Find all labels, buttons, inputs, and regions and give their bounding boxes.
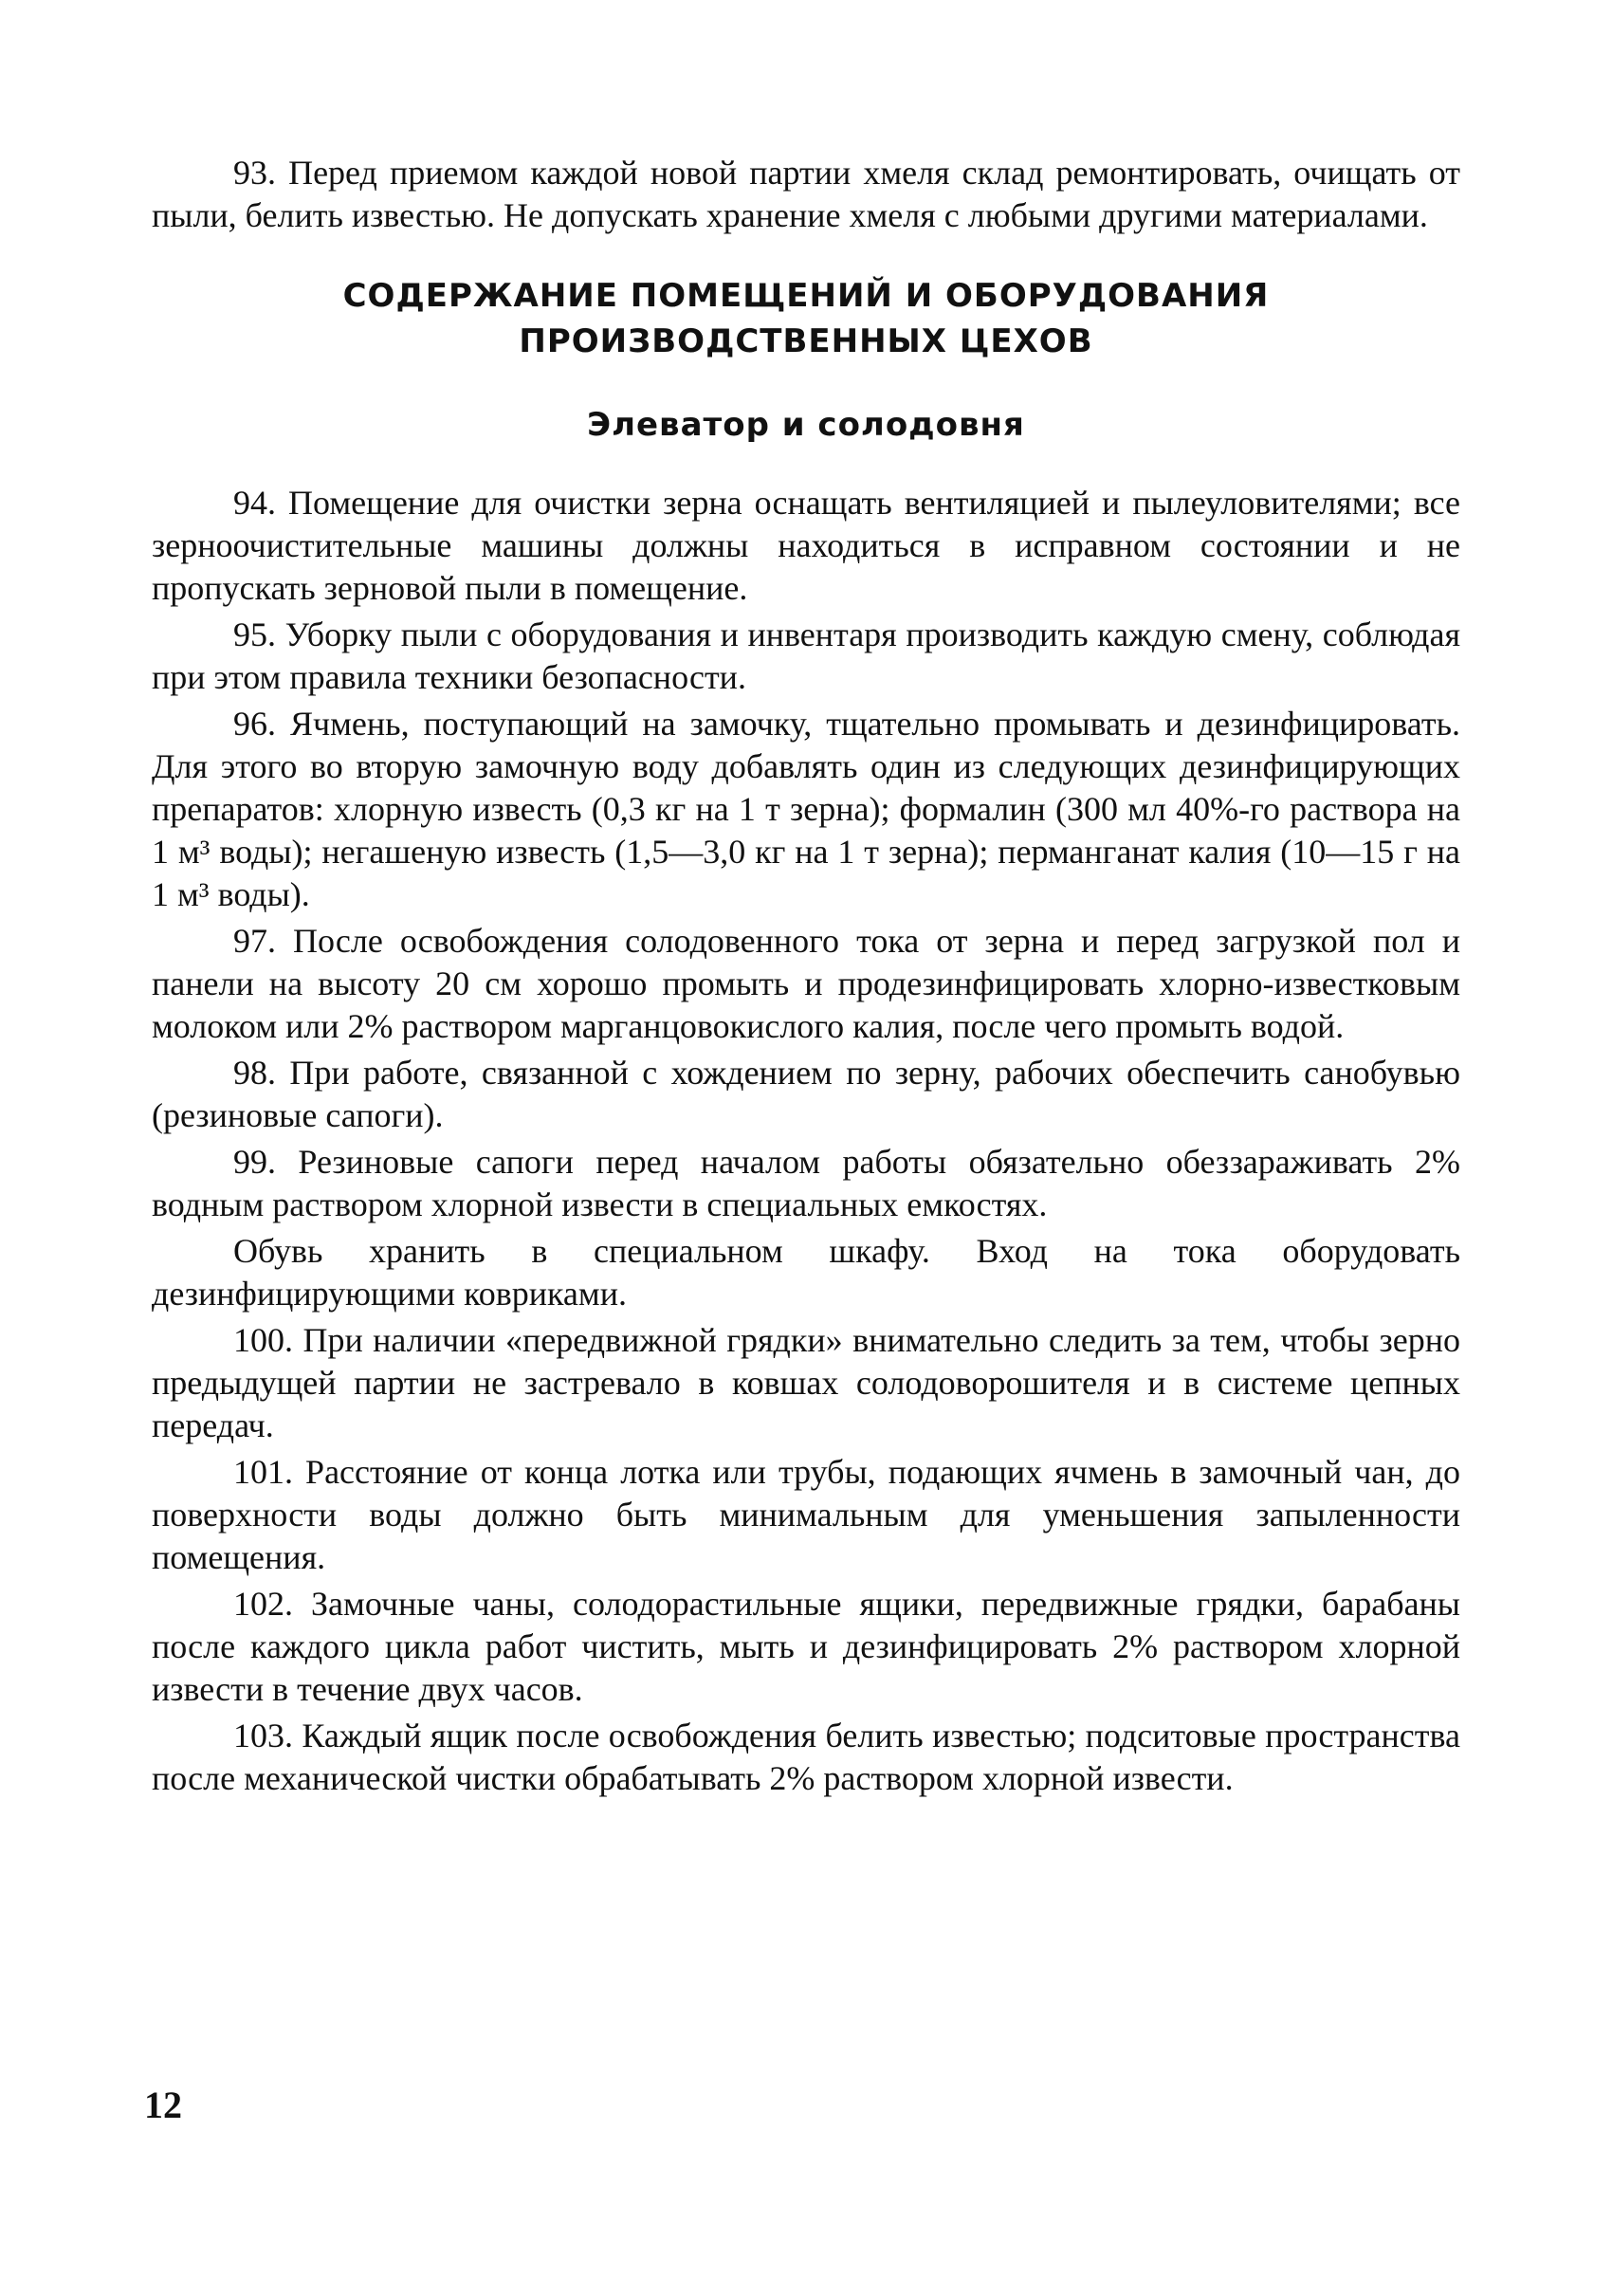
section-heading-line-1: СОДЕРЖАНИЕ ПОМЕЩЕНИЙ И ОБОРУДОВАНИЯ [342, 277, 1270, 315]
section-heading [152, 273, 1460, 364]
paragraph-102: 102. Замочные чаны, солодорастильные ящики, передвижные грядки, барабаны после каждого цикла работ чистить, мыть и дезинфицировать 2% раствором хлорной извести в течение двух часов. [152, 1585, 1460, 1708]
page-number: 12 [144, 2084, 182, 2126]
paragraph-93: 93. Перед приемом каждой новой партии хмеля склад ремонтировать, очищать от пыли, белить известью. Не допускать хранение хмеля с любыми другими материалами. [152, 154, 1460, 234]
paragraph-96: 96. Ячмень, поступающий на замочку, тщательно промывать и дезинфицировать. Для этого во вторую замочную воду добавлять один из следующих дезинфицирующих препаратов: хлорную известь (0,3 кг на 1 т зерна); формалин (300 мл 40%-го раствора на 1 м³ воды); негашеную известь (1,5—3,0 кг на 1 т зерна); перманганат калия (10—15 г на 1 м³ воды). [152, 705, 1460, 913]
paragraph-98: 98. При работе, связанной с хождением по зерну, рабочих обеспечить санобувью (резиновые сапоги). [152, 1054, 1460, 1134]
page-content [152, 152, 1460, 1804]
paragraph-99: 99. Резиновые сапоги перед началом работы обязательно обеззараживать 2% водным раствором хлорной извести в специальных емкостях. [152, 1143, 1460, 1223]
paragraph-103: 103. Каждый ящик после освобождения белить известью; подситовые пространства после механической чистки обрабатывать 2% раствором хлорной извести. [152, 1717, 1460, 1797]
subsection-heading: Элеватор и солодовня [587, 406, 1025, 444]
section-heading-line-2: ПРОИЗВОДСТВЕННЫХ ЦЕХОВ [519, 322, 1093, 360]
paragraph-100: 100. При наличии «передвижной грядки» внимательно следить за тем, чтобы зерно предыдущей партии не застревало в ковшах солодоворошителя и в системе цепных передач. [152, 1321, 1460, 1444]
paragraph-97: 97. После освобождения солодовенного тока от зерна и перед загрузкой пол и панели на высоту 20 см хорошо промыть и продезинфицировать хлорно-известковым молоком или 2% раствором марганцовокислого калия, после чего промыть водой. [152, 922, 1460, 1045]
paragraph-101: 101. Расстояние от конца лотка или трубы, подающих ячмень в замочный чан, до поверхности воды должно быть минимальным для уменьшения запыленности помещения. [152, 1453, 1460, 1576]
paragraph-99-continued: Обувь хранить в специальном шкафу. Вход на тока оборудовать дезинфицирующими ковриками. [152, 1232, 1460, 1313]
paragraph-95: 95. Уборку пыли с оборудования и инвентаря производить каждую смену, соблюдая при этом правила техники безопасности. [152, 615, 1460, 696]
paragraph-94: 94. Помещение для очистки зерна оснащать вентиляцией и пылеуловителями; все зерноочистительные машины должны находиться в исправном состоянии и не пропускать зерновой пыли в помещение. [152, 484, 1460, 607]
